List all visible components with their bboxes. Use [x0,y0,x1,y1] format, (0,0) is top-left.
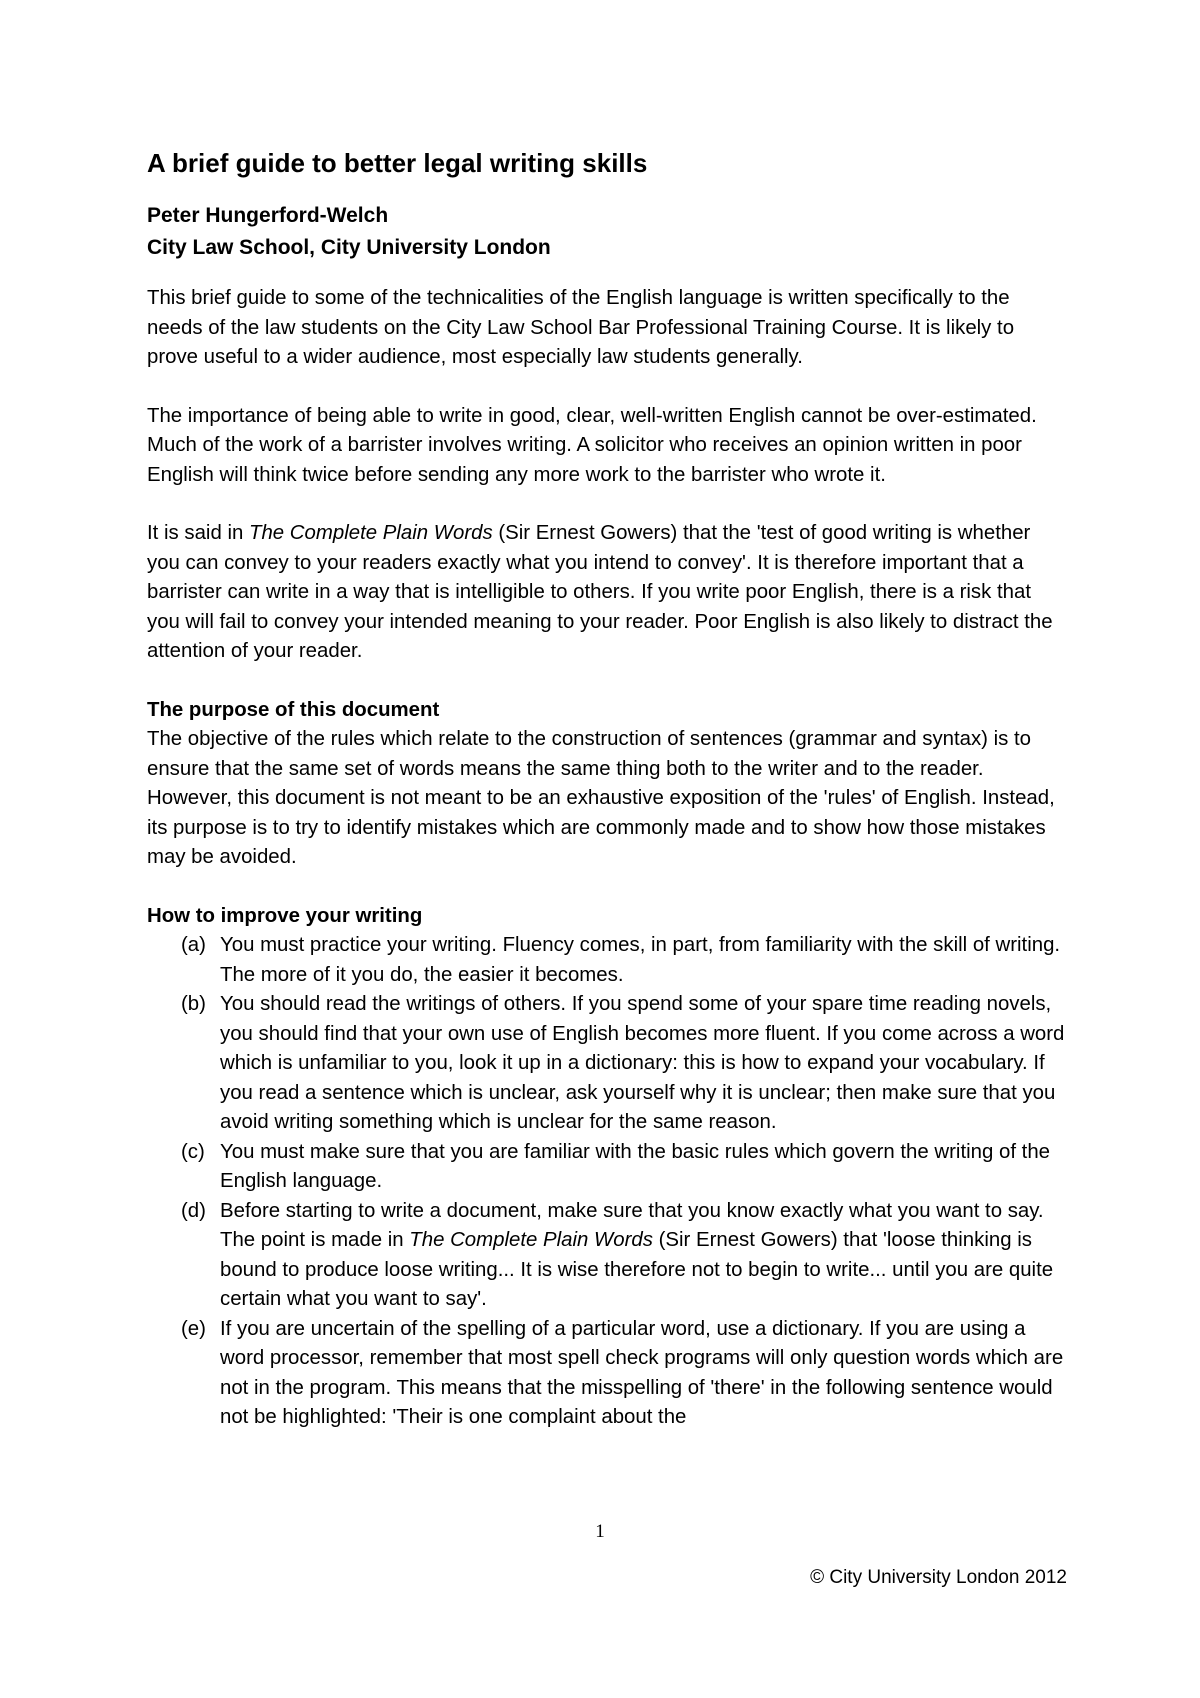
purpose-heading: The purpose of this document [147,698,440,721]
improve-heading: How to improve your writing [147,904,423,927]
quote-paragraph-lead: It is said in [147,522,249,544]
list-item-text-rest: (Sir Ernest Gowers) that 'loose thinking is bound to produce loose writing... It is wise therefore not to begin to write... until you are quite certain what you want to say'. [220,1229,1054,1310]
improve-list [147,931,1067,1433]
book-title: The Complete Plain Words [409,1229,653,1251]
copyright-footer: © City University London 2012 [810,1567,1067,1588]
list-item-text: You must make sure that you are familiar with the basic rules which govern the writing of the English language. [220,1140,1051,1192]
intro-paragraph-2: The importance of being able to write in good, clear, well-written English cannot be over-estimated. Much of the work of a barrister involves writing. A solicitor who receives an opinion written in poor English will think twice before sending any more work to the barrister who wrote it. [147,404,1037,486]
list-item-b [147,990,1067,1138]
list-marker: (a) [181,934,206,956]
list-marker: (d) [181,1199,206,1222]
document-title: A brief guide to better legal writing skills [147,148,648,178]
author-affiliation: City Law School, City University London [147,236,551,259]
list-item-d [147,1197,1067,1315]
book-title: The Complete Plain Words [249,522,493,544]
list-marker: (b) [181,993,206,1015]
list-item-text: You must practice your writing. Fluency comes, in part, from familiarity with the skill of writing. The more of it you do, the easier it becomes. [220,934,1061,986]
purpose-paragraph: The objective of the rules which relate to the construction of sentences (grammar and syntax) is to ensure that the same set of words means the same thing both to the writer and to the reader. However, this document is not meant to be an exhaustive exposition of the 'rules' of English. Instead, its purpose is to try to identify mistakes which are commonly made and to show how those mistakes may be avoided. [147,728,1055,868]
author-name: Peter Hungerford-Welch [147,204,389,227]
list-item-text-lead: Before starting to write a document, make sure that you know exactly what you want to say. The point is made in [220,1199,1044,1251]
list-item-text: You should read the writings of others. If you spend some of your spare time reading novels, you should find that your own use of English becomes more fluent. If you come across a word which is unfamiliar to you, look it up in a dictionary: this is how to expand your vocabulary. If you read a sentence which is unclear, ask yourself why it is unclear; then make sure that you avoid writing something which is unclear for the same reason. [220,993,1065,1133]
list-item-text: If you are uncertain of the spelling of a particular word, use a dictionary. If you are using a word processor, remember that most spell check programs will only question words which are not in the program. This means that the misspelling of 'there' in the following sentence would not be highlighted: 'Their is one complaint about the [220,1317,1064,1428]
list-marker: (e) [181,1317,206,1340]
list-item-a [147,931,1067,990]
list-marker: (c) [181,1140,205,1163]
quote-paragraph-rest: (Sir Ernest Gowers) that the 'test of good writing is whether you can convey to your readers exactly what you intend to convey'. It is therefore important that a barrister can write in a way that is intelligible to others. If you write poor English, there is a risk that you will fail to convey your intended meaning to your reader. Poor English is also likely to distract the attention of your reader. [147,522,1053,662]
quote-paragraph [147,519,1067,667]
page-number: 1 [595,1521,605,1542]
document-body [147,146,1067,1433]
list-item-c [147,1138,1067,1197]
intro-paragraph-1: This brief guide to some of the technicalities of the English language is written specifically to the needs of the law students on the City Law School Bar Professional Training Course. It is likely to prove useful to a wider audience, most especially law students generally. [147,287,1015,368]
list-item-e [147,1315,1067,1433]
